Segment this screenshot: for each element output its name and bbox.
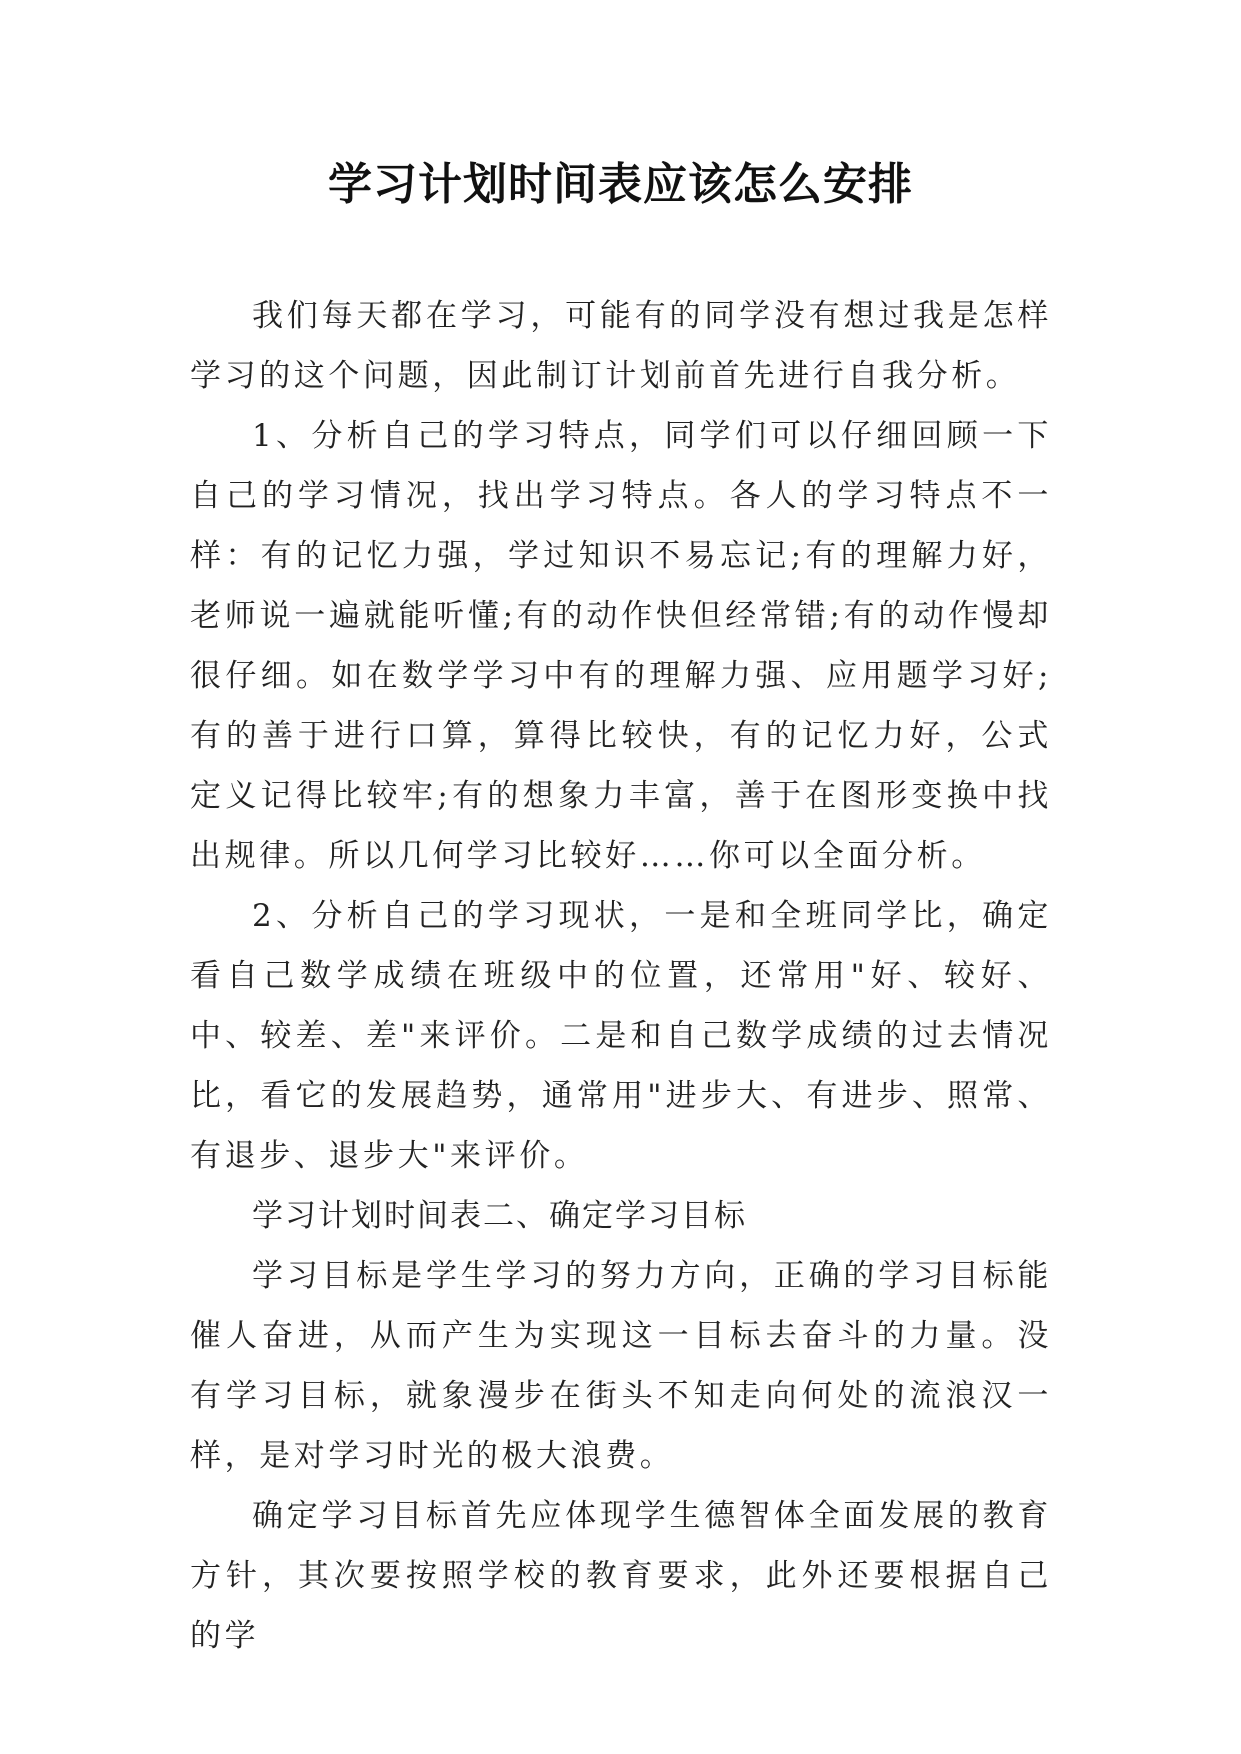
document-body [190, 286, 1052, 1666]
document-title: 学习计划时间表应该怎么安排 [328, 159, 913, 210]
paragraph-goal-setting: 确定学习目标首先应体现学生德智体全面发展的教育方针，其次要按照学校的教育要求，此外还要根据自己的学 [190, 1498, 1052, 1654]
paragraph-learning-status: 2、分析自己的学习现状，一是和全班同学比，确定看自己数学成绩在班级中的位置，还常用"好、较好、中、较差、差"来评价。二是和自己数学成绩的过去情况比，看它的发展趋势，通常用"进步大、有进步、照常、有退步、退步大"来评价。 [190, 898, 1052, 1174]
section-heading-goals: 学习计划时间表二、确定学习目标 [252, 1198, 747, 1234]
paragraph-intro: 我们每天都在学习，可能有的同学没有想过我是怎样学习的这个问题，因此制订计划前首先进行自我分析。 [190, 298, 1052, 394]
paragraph-learning-traits: 1、分析自己的学习特点，同学们可以仔细回顾一下自己的学习情况，找出学习特点。各人的学习特点不一样：有的记忆力强，学过知识不易忘记;有的理解力好，老师说一遍就能听懂;有的动作快但经常错;有的动作慢却很仔细。如在数学学习中有的理解力强、应用题学习好;有的善于进行口算，算得比较快，有的记忆力好，公式定义记得比较牢;有的想象力丰富，善于在图形变换中找出规律。所以几何学习比较好……你可以全面分析。 [190, 418, 1052, 874]
paragraph-goal-importance: 学习目标是学生学习的努力方向，正确的学习目标能催人奋进，从而产生为实现这一目标去奋斗的力量。没有学习目标，就象漫步在街头不知走向何处的流浪汉一样，是对学习时光的极大浪费。 [190, 1258, 1052, 1474]
